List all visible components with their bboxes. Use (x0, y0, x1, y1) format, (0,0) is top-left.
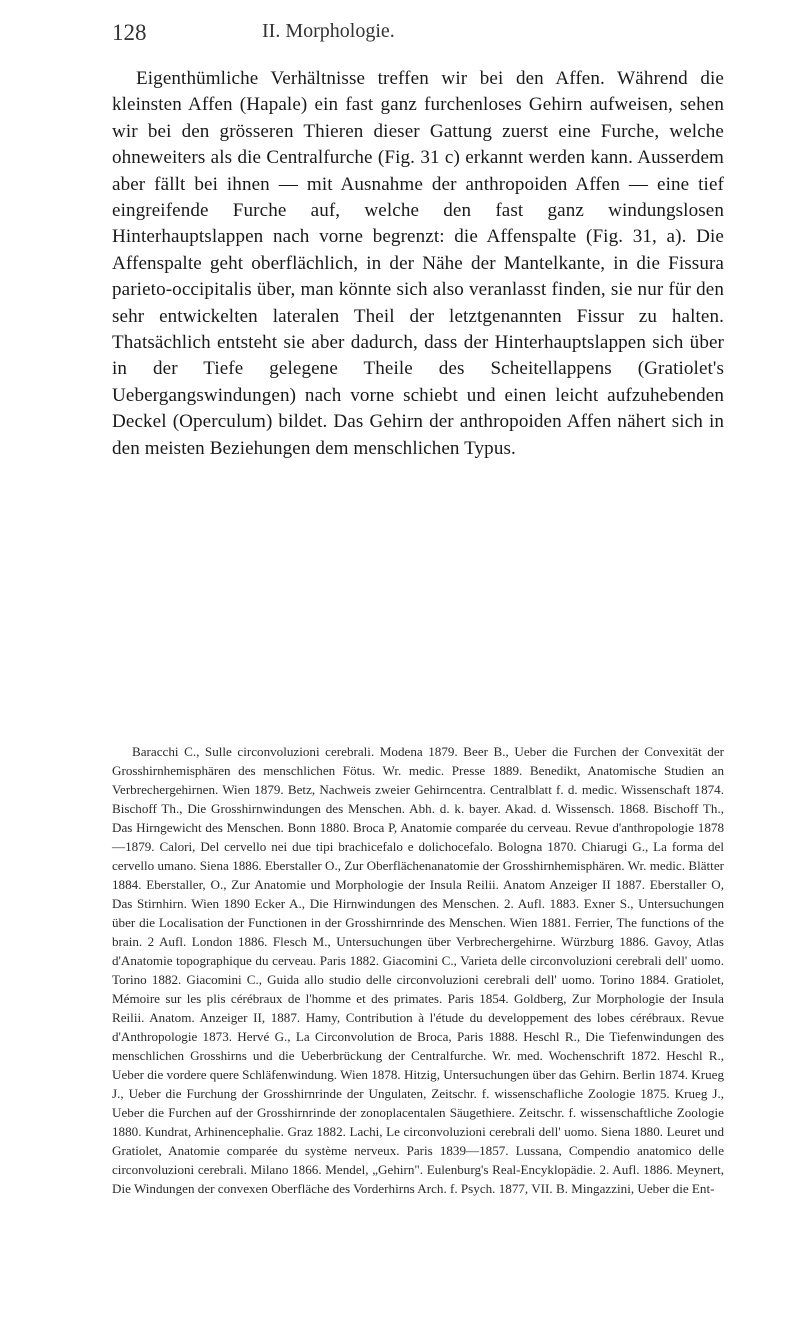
body-paragraph: Eigenthümliche Verhältnisse treffen wir bei den Affen. Während die kleinsten Affen (Hapale) ein fast ganz furchenloses Gehirn aufweisen, sehen wir bei den grösseren Thieren dieser Gattung zuerst eine Furche, welche ohneweiters als die Centralfurche (Fig. 31 c) erkannt werden kann. Ausserdem aber fällt bei ihnen — mit Ausnahme der anthropoiden Affen — eine tief eingreifende Furche auf, welche den fast ganz windungslosen Hinterhauptslappen nach vorne begrenzt: die Affenspalte (Fig. 31, a). Die Affenspalte geht oberflächlich, in der Nähe der Mantelkante, in die Fissura parieto-occipitalis über, man könnte sich also veranlasst finden, sie nur für den sehr entwickelten lateralen Theil der letztgenannten Fissur zu halten. Thatsächlich entsteht sie aber dadurch, dass der Hinterhauptslappen sich über in der Tiefe gelegene Theile des Scheitellappens (Gratiolet's Uebergangswindungen) nach vorne schiebt und einen leicht aufzuhebenden Deckel (Operculum) bildet. Das Gehirn der anthropoiden Affen nähert sich in den meisten Beziehungen dem menschlichen Typus. (112, 68, 724, 459)
bibliography (112, 742, 724, 1198)
main-text (112, 66, 724, 462)
page-header (112, 20, 732, 54)
page-number: 128 (112, 20, 147, 45)
bibliography-text: Baracchi C., Sulle circonvoluzioni cerebrali. Modena 1879. Beer B., Ueber die Furchen der Convexität der Grosshirnhemisphären des menschlichen Fötus. Wr. medic. Presse 1889. Benedikt, Anatomische Studien an Verbrechergehirnen. Wien 1879. Betz, Nachweis zweier Gehirncentra. Centralblatt f. d. medic. Wissenschaft 1874. Bischoff Th., Die Grosshirnwindungen des Menschen. Abh. d. k. bayer. Akad. d. Wissensch. 1868. Bischoff Th., Das Hirngewicht des Menschen. Bonn 1880. Broca P, Anatomie comparée du cerveau. Revue d'anthropologie 1878—1879. Calori, Del cervello nei due tipi brachicefalo e dolichocefalo. Bologna 1870. Chiarugi G., La forma del cervello umano. Siena 1886. Eberstaller O., Zur Oberflächenanatomie der Grosshirnhemisphären. Wr. medic. Blätter 1884. Eberstaller, O., Zur Anatomie und Morphologie der Insula Reilii. Anatom Anzeiger II 1887. Eberstaller O, Das Stirnhirn. Wien 1890 Ecker A., Die Hirnwindungen des Menschen. 2. Aufl. 1883. Exner S., Untersuchungen über die Localisation der Functionen in der Grosshirnrinde des Menschen. Wien 1881. Ferrier, The functions of the brain. 2 Aufl. London 1886. Flesch M., Untersuchungen über Verbrechergehirne. Würzburg 1886. Gavoy, Atlas d'Anatomie topographique du cerveau. Paris 1882. Giacomini C., Varieta delle circonvoluzioni cerebrali dell' uomo. Torino 1882. Giacomini C., Guida allo studio delle circonvoluzioni cerebrali dell' uomo. Torino 1884. Gratiolet, Mémoire sur les plis cérébraux de l'homme et des primates. Paris 1854. Goldberg, Zur Morphologie der Insula Reilii. Anatom. Anzeiger II, 1887. Hamy, Contribution à l'étude du developpement des lobes cérébraux. Revue d'Anthropologie 1873. Hervé G., La Circonvolution de Broca, Paris 1888. Heschl R., Die Tiefenwindungen des menschlichen Grosshirns und die Ueberbrückung der Centralfurche. Wr. med. Wochenschrift 1872. Heschl R., Ueber die vordere quere Schläfenwindung. Wien 1878. Hitzig, Untersuchungen über das Gehirn. Berlin 1874. Krueg J., Ueber die Furchung der Grosshirnrinde der Ungulaten, Zeitschr. f. wissenschafliche Zoologie 1875. Krueg J., Ueber die Furchen auf der Grosshirnrinde der zonoplacentalen Säugethiere. Zeitschr. f. wissenschaftliche Zoologie 1880. Kundrat, Arhinencephalie. Graz 1882. Lachi, Le circonvoluzioni cerebrali dell' uomo. Siena 1880. Leuret und Gratiolet, Anatomie comparée du système nerveux. Paris 1839—1857. Lussana, Compendio anatomico delle circonvoluzioni cerebrali. Milano 1866. Mendel, „Gehirn". Eulenburg's Real-Encyklopädie. 2. Aufl. 1886. Meynert, Die Windungen der convexen Oberfläche des Vorderhirns Arch. f. Psych. 1877, VII. B. Mingazzini, Ueber die Ent- (112, 744, 724, 1196)
running-title: II. Morphologie. (262, 20, 395, 42)
